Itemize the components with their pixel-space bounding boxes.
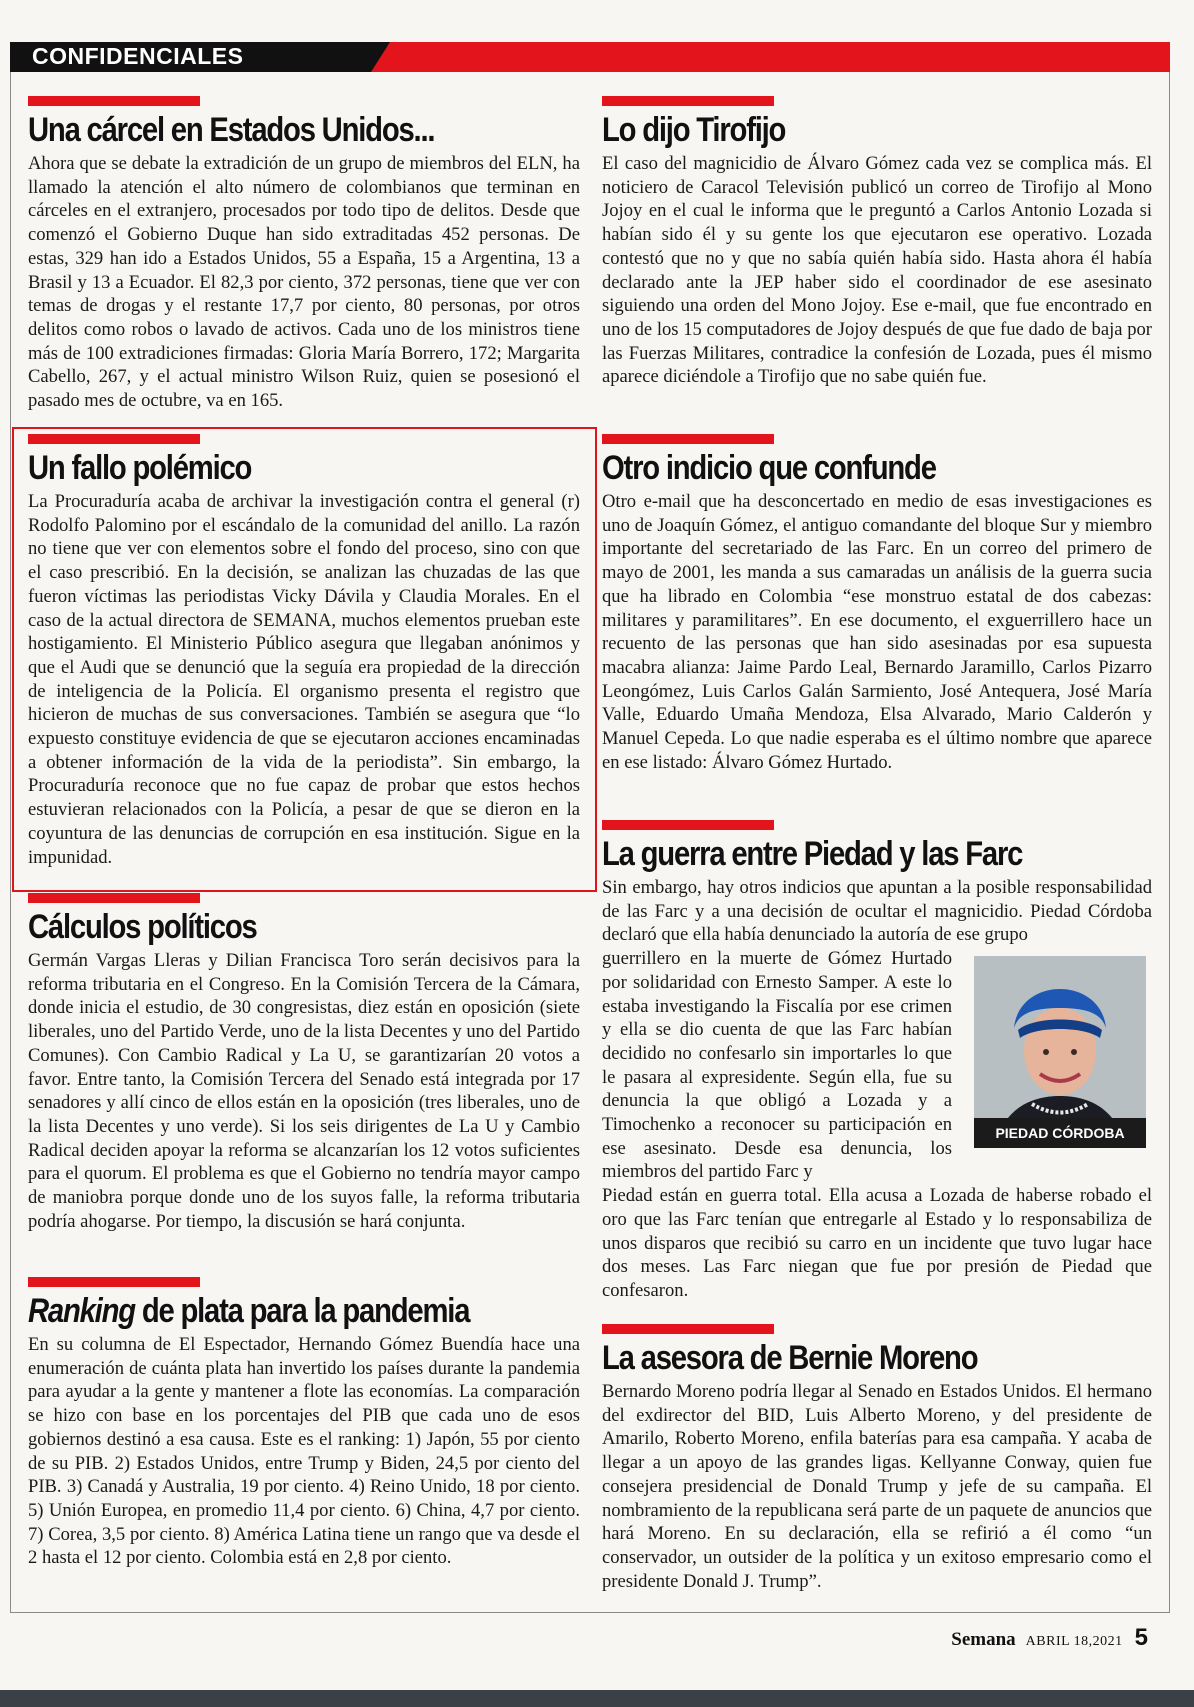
article-ranking <box>28 1277 580 1570</box>
page-number: 5 <box>1134 1624 1148 1651</box>
article-title: La asesora de Bernie Moreno <box>602 1339 978 1377</box>
article-fallo <box>28 434 580 869</box>
article-carcel <box>28 96 580 413</box>
article-body: Ahora que se debate la extradición de un grupo de miembros del ELN, ha llamado la atención el alto número de colombianos que terminan en cárceles en el extranjero, procesados por todo tipo de delitos. Desde que comenzó el Gobierno Duque han sido extraditadas 452 personas. De estas, 329 han ido a Estados Unidos, 55 a España, 15 a Argentina, 13 a Brasil y 13 a Ecuador. El 82,3 por ciento, 372 personas, tiene que ver con temas de drogas y el restante 17,7 por ciento, 80 personas, por otros delitos como robos o lavado de activos. Cada uno de los ministros tiene más de 100 extradiciones firmadas: Gloria María Borrero, 172; Margarita Cabello, 267, y el actual ministro Wilson Ruiz, quien se posesionó el pasado mes de octubre, va en 165. <box>28 153 580 412</box>
article-body-float: guerrillero en la muerte de Gómez Hurtado por solidaridad con Ernesto Samper. A este lo estaba investigando la Fiscalía por ese crimen y ella se dio cuenta de que las Farc habían decidido no confesarlo sin importarles lo que le pasara al expresidente. Según ella, fue su denuncia la que obligó a Lozada y a Timochenko a reconocer su participación en ese asesinato. Desde esa denuncia, los miembros del partido Farc y <box>602 948 952 1183</box>
article-rule <box>602 96 774 106</box>
magazine-name: Semana <box>951 1629 1016 1650</box>
article-body: Bernardo Moreno podría llegar al Senado en Estados Unidos. El hermano del exdirector del BID, Luis Alberto Moreno, y del presidente de Amarilo, Roberto Moreno, enfila baterías para esa campaña. Y acaba de llegar a un apoyo de las grandes ligas. Kellyanne Conway, quien fue consejera presidencial de Donald Trump y jefe de su campaña. El nombramiento de la republicana será parte de un paquete de anuncios que hará Moreno. En su declaración, ella se refirió a él como “un conservador, un outsider de la política y un exitoso empresario como el presidente Donald J. Trump”. <box>602 1381 1152 1592</box>
article-body-top: Sin embargo, hay otros indicios que apuntan a la posible responsabilidad de las Farc y a una decisión de ocultar el magnicidio. Piedad Córdoba declaró que ella había denunciado la autoría de ese grupo <box>602 877 1152 946</box>
article-title <box>28 1291 503 1331</box>
article-body: La Procuraduría acaba de archivar la investigación contra el general (r) Rodolfo Palomino por el escándalo de la comunidad del anillo. La razón no tiene que ver con elementos sobre el fondo del proceso, sino con que el caso prescribió. En la decisión, se analizan las chuzadas de las que fueron víctimas las periodistas Vicky Dávila y Claudia Morales. En el caso de la actual directora de SEMANA, muchos elementos prueban este hostigamiento. El Ministerio Público asegura que llegaban anónimos y que el Audi que se denunció que la seguía era propiedad de la dirección de inteligencia de la Policía. El organismo presenta el registro que hicieron de muchas de sus conversaciones. También se asegura que “lo expuesto constituye evidencia de que se ejecutaron acciones encaminadas a obtener información de la vida de la periodista”. Sin embargo, la Procuraduría reconoce que no fue capaz de probar que estos hechos estuvieran relacionados con la Policía, a pesar de que se dieron en la coyuntura de las denuncias de corrupción en esa institución. Sigue en la impunidad. <box>28 491 580 868</box>
article-title-rest: de plata para la pandemia <box>134 1292 470 1330</box>
article-rule <box>602 820 774 830</box>
article-rule <box>28 1277 200 1287</box>
portrait-photo <box>974 956 1146 1148</box>
article-rule <box>602 1324 774 1334</box>
article-tirofijo <box>602 96 1152 389</box>
article-body-bottom: Piedad están en guerra total. Ella acusa a Lozada de haberse robado el oro que las Farc tenían que entregarle al Estado y lo responsabiliza de unos disparos que recibió su carro en un incidente que tuvo lugar hace dos meses. Las Farc niegan que fue por presión de Piedad que confesaron. <box>602 1185 1152 1301</box>
article-body: El caso del magnicidio de Álvaro Gómez cada vez se complica más. El noticiero de Caracol Televisión publicó un correo de Tirofijo al Mono Jojoy en el cual le informa que le preguntó a Carlos Antonio Lozada si habían sido él y su gente los que ejecutaron ese operativo. Lozada contestó que no y que no sabía quién había sido. Hasta ahora él había declarado ante la JEP haber sido el coordinador de ese asesinato siguiendo una orden del Mono Jojoy. Ese e-mail, que fue encontrado en uno de los 15 computadores de Jojoy después de que fue dado de baja por las Fuerzas Militares, contradice la confesión de Lozada, pues él mismo aparece diciéndole a Tirofijo que no sabe quién fue. <box>602 153 1152 388</box>
section-header <box>10 42 1170 72</box>
article-title: La guerra entre Piedad y las Farc <box>602 835 1023 873</box>
article-body: Otro e-mail que ha desconcertado en medio de esas investigaciones es uno de Joaquín Gómez, el antiguo comandante del bloque Sur y miembro importante del secretariado de las Farc. En un correo del primero de mayo de 2001, les manda a sus camaradas un análisis de la guerra sucia que ha librado en Colombia “ese monstruo estatal de dos cabezas: militares y paramilitares”. En ese documento, el exguerrillero hace un recuento de las personas que han sido asesinadas por esa supuesta macabra alianza: Jaime Pardo Leal, Bernardo Jaramillo, Carlos Pizarro Leongómez, Luis Carlos Galán Sarmiento, José Antequera, José María Valle, Eduardo Umaña Mendoza, Elsa Alvarado, Mario Calderón y Manuel Cepeda. Lo que nadie esperaba es el último nombre que aparece en ese listado: Álvaro Gómez Hurtado. <box>602 491 1152 773</box>
section-label: CONFIDENCIALES <box>32 43 244 69</box>
article-title-italic: Ranking <box>28 1292 135 1330</box>
article-rule <box>28 893 200 903</box>
issue-date: ABRIL 18,2021 <box>1025 1634 1123 1649</box>
article-title: Cálculos políticos <box>28 908 257 946</box>
article-asesora <box>602 1324 1152 1593</box>
article-title: Lo dijo Tirofijo <box>602 111 786 149</box>
screen-bottom-bar <box>0 1690 1194 1707</box>
article-indicio <box>602 434 1152 774</box>
article-body: En su columna de El Espectador, Hernando Gómez Buendía hace una enumeración de cuánta plata han invertido los países durante la pandemia para ayudar a la gente y mantener a flote las economías. La comparación se hizo con base en los porcentajes del PIB que cada uno de esos gobiernos destinó a esa causa. Este es el ranking: 1) Japón, 55 por ciento de su PIB. 2) Estados Unidos, entre Trump y Biden, 24,5 por ciento del PIB. 3) Canadá y Australia, 19 por ciento. 4) Reino Unido, 18 por ciento. 5) Unión Europea, en promedio 11,4 por ciento. 6) China, 4,7 por ciento. 7) Corea, 3,5 por ciento. 8) América Latina tiene un rango que va desde el 2 hasta el 12 por ciento. Colombia está en 2,8 por ciento. <box>28 1334 580 1569</box>
article-body: Germán Vargas Lleras y Dilian Francisca Toro serán decisivos para la reforma tributaria en el Congreso. En la Comisión Tercera de la Cámara, donde inicia el estudio, de 30 congresistas, diez están en oposición (siete liberales, uno del Partido Verde, uno de la lista Decentes y uno del Partido Comunes). Con Cambio Radical y La U, se garantizarían 20 votos a favor. Entre tanto, la Comisión Tercera del Senado está integrada por 17 senadores y allí cinco de ellos están en la oposición (tres liberales, uno de la lista Decentes y uno verde). Si los seis dirigentes de La U y Cambio Radical deciden apoyar la reforma se alcanzarían los 12 votos suficientes para el quorum. El problema es que el Gobierno no tendría mayor campo de maniobra porque donde uno de los suyos falle, la reforma tributaria podría ahogarse. Por tiempo, la discusión se hará conjunta. <box>28 950 580 1232</box>
article-rule <box>28 434 200 444</box>
article-rule <box>602 434 774 444</box>
page-footer <box>951 1624 1148 1652</box>
article-title: Otro indicio que confunde <box>602 449 936 487</box>
article-calculos <box>28 893 580 1233</box>
photo-caption: PIEDAD CÓRDOBA <box>974 1118 1146 1148</box>
article-title: Un fallo polémico <box>28 449 252 487</box>
article-rule <box>28 96 200 106</box>
article-title: Una cárcel en Estados Unidos... <box>28 111 435 149</box>
